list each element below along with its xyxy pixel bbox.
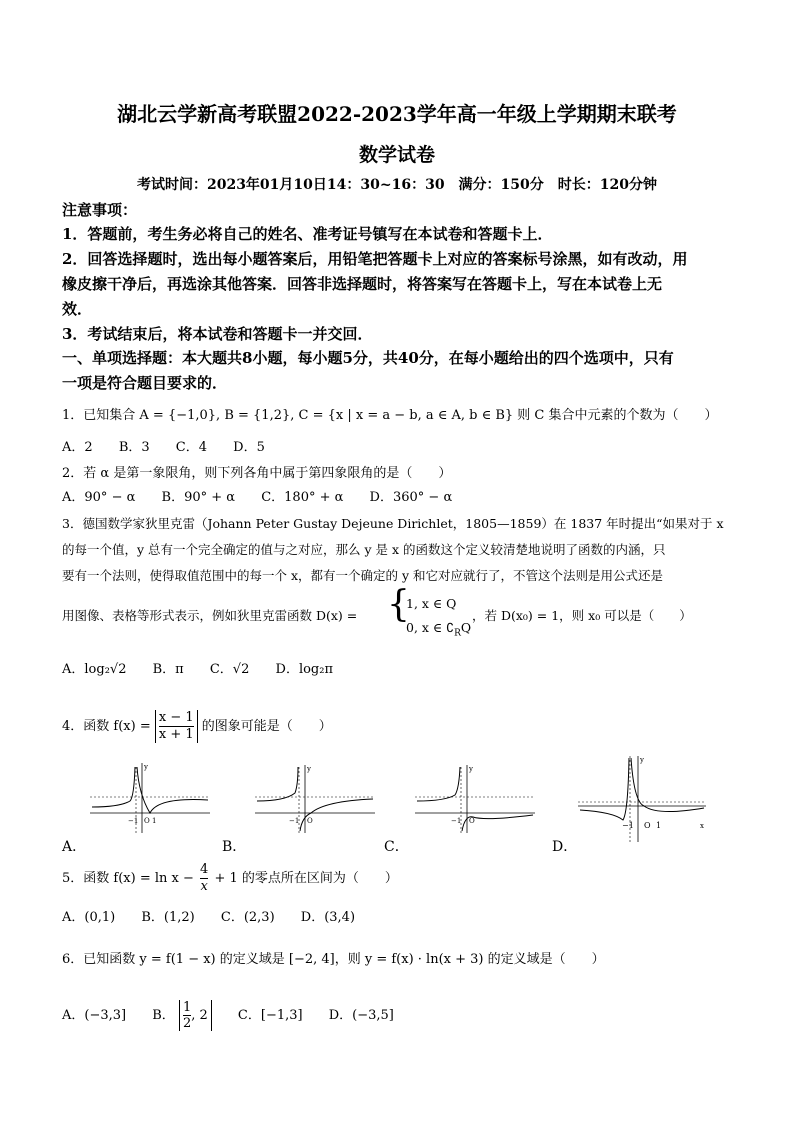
graph-b-y-label: y <box>307 765 311 773</box>
q2-option-a: A．90° − α <box>62 490 136 505</box>
q4-numerator: x − 1 <box>158 710 194 725</box>
q6-option-b-fraction <box>183 1000 191 1031</box>
graph-a-tick-m1: −1 <box>128 817 139 825</box>
section-heading-line-2: 一项是符合题目要求的． <box>62 374 228 392</box>
piecewise-brace: { <box>387 584 410 625</box>
graph-d-y-label: y <box>640 756 644 764</box>
q5-fraction <box>198 862 210 895</box>
q5-text-start: 5．函数 f(x) = ln x − <box>62 871 194 886</box>
q5-option-b: B．(1,2) <box>141 910 195 925</box>
exam-info: 考试时间：2023年01月10日14：30~16：30 满分：150分 时长：120分钟 <box>136 177 658 193</box>
q1-option-b: B．3 <box>118 440 150 455</box>
q5-numerator: 4 <box>200 862 209 877</box>
graph-label-d: D． <box>552 839 578 855</box>
q1-option-c: C．4 <box>175 440 207 455</box>
question-5-text <box>62 862 398 895</box>
q3-option-c: C．√2 <box>209 662 250 677</box>
graph-d-tick-m1: −1 <box>622 821 634 830</box>
q3-option-b: B．π <box>152 662 184 677</box>
graph-d-tick-1: 1 <box>656 821 662 830</box>
graph-b-tick-o: O <box>307 817 313 825</box>
graph-label-b: B． <box>222 839 247 855</box>
q4-denominator: x + 1 <box>158 727 194 742</box>
q5-option-d: D．(3,4) <box>300 910 356 925</box>
q4-text-end: 的图象可能是（ ） <box>201 719 332 734</box>
exam-title: 湖北云学新高考联盟2022-2023学年高一年级上学期期末联考 <box>117 102 677 126</box>
graph-b <box>255 755 375 835</box>
q2-option-b: B．90° + α <box>161 490 236 505</box>
note-1: 1．答题前，考生务必将自己的姓名、准考证号镇写在本试卷和答题卡上． <box>62 225 553 243</box>
graph-c <box>415 755 535 835</box>
graph-d <box>578 752 708 844</box>
piecewise-case-2 <box>406 618 471 644</box>
piecewise-case-2-end: Q <box>460 620 472 635</box>
q5-denominator: x <box>200 879 208 894</box>
graph-b-tick-m1: −1 <box>289 817 300 825</box>
question-6-options <box>62 1000 394 1031</box>
graph-d-tick-o: O <box>644 821 651 830</box>
graph-a <box>90 755 210 835</box>
q6-option-b-prefix: B． <box>152 1008 175 1023</box>
graph-a-tick-o: O <box>144 817 150 825</box>
q6-option-b-end: , 2 <box>191 1008 208 1023</box>
question-2-text: 2．若 α 是第一象限角，则下列各角中属于第四象限角的是（ ） <box>62 466 452 481</box>
piecewise-case-2-sub: R <box>454 628 461 639</box>
q5-option-a: A．(0,1) <box>62 910 116 925</box>
question-3-line-2: 的每一个值，y 总有一个完全确定的值与之对应，那么 y 是 x 的函数这个定义较清楚地说明了函数的内涵，只 <box>62 542 666 557</box>
question-1-text: 1．已知集合 A = {−1,0}, B = {1,2}, C = {x | x = a − b, a ∈ A, b ∈ B} 则 C 集合中元素的个数为（ ） <box>62 408 718 423</box>
question-6-text: 6．已知函数 y = f(1 − x) 的定义域是 [−2, 4]，则 y = f(x) · ln(x + 3) 的定义域是（ ） <box>62 952 605 967</box>
note-3: 3．考试结束后，将本试卷和答题卡一并交回． <box>62 325 373 343</box>
graph-c-tick-m1: −1 <box>451 817 462 825</box>
q6-option-d: D．(−3,5] <box>328 1008 394 1023</box>
question-3-line-4-end: ，若 D(x₀) = 1，则 x₀ 可以是（ ） <box>472 608 692 623</box>
q6-option-b-interval <box>179 1000 212 1031</box>
graph-d-x-label: x <box>700 822 704 830</box>
q6-option-a: A．(−3,3] <box>62 1008 127 1023</box>
q3-option-a: A．log₂√2 <box>62 662 127 677</box>
question-5-options <box>62 908 377 928</box>
q4-abs-fraction <box>155 710 198 743</box>
question-1-options <box>62 438 287 458</box>
q5-option-c: C．(2,3) <box>220 910 275 925</box>
question-3-line-1: 3．德国数学家狄里克雷（Johann Peter Gustay Dejeune Dirichlet，1805—1859）在 1837 年时提出“如果对于 x <box>62 516 724 531</box>
notes-heading: 注意事项： <box>62 201 138 219</box>
q6-option-b-denominator: 2 <box>182 1016 192 1031</box>
note-2-line-2: 橡皮擦干净后，再选涂其他答案．回答非选择题时，将答案写在答题卡上，写在本试卷上无 <box>62 275 663 293</box>
question-4-text <box>62 710 332 743</box>
piecewise-case-1: 1, x ∈ Q <box>406 596 457 611</box>
q2-option-c: C．180° + α <box>261 490 344 505</box>
q5-text-end: + 1 的零点所在区间为（ ） <box>214 871 398 886</box>
note-2-line-3: 效． <box>62 300 93 318</box>
q6-option-b-numerator: 1 <box>182 1000 192 1015</box>
graph-a-y-label: y <box>144 763 148 771</box>
question-3-options <box>62 660 355 680</box>
q4-text-start: 4．函数 f(x) = <box>62 719 151 734</box>
q6-option-c: C．[−1,3] <box>237 1008 303 1023</box>
graph-label-c: C． <box>384 839 409 855</box>
q3-option-d: D．log₂π <box>275 662 334 677</box>
exam-subtitle: 数学试卷 <box>358 144 435 166</box>
q2-option-d: D．360° − α <box>369 490 453 505</box>
graph-c-y-label: y <box>469 765 473 773</box>
section-heading-line-1: 一、单项选择题：本大题共8小题，每小题5分，共40分，在每小题给出的四个选项中，只有 <box>62 349 674 367</box>
question-3-line-4-start: 用图像、表格等形式表示，例如狄里克雷函数 D(x) = <box>62 608 358 623</box>
note-2-line-1: 2．回答选择题时，选出每小题答案后，用铅笔把答题卡上对应的答案标号涂黑，如有改动，用 <box>62 250 688 268</box>
q1-option-a: A．2 <box>62 440 93 455</box>
question-2-options <box>62 488 474 508</box>
graph-a-tick-1: 1 <box>152 817 157 825</box>
piecewise-case-2-text: 0, x ∈ ∁ <box>406 620 455 635</box>
graph-label-a: A． <box>62 839 87 855</box>
graph-c-tick-o: O <box>469 817 475 825</box>
q1-option-d: D．5 <box>233 440 265 455</box>
question-3-line-3: 要有一个法则，使得取值范围中的每一个 x，都有一个确定的 y 和它对应就行了，不管这个法则是用公式还是 <box>62 568 664 583</box>
